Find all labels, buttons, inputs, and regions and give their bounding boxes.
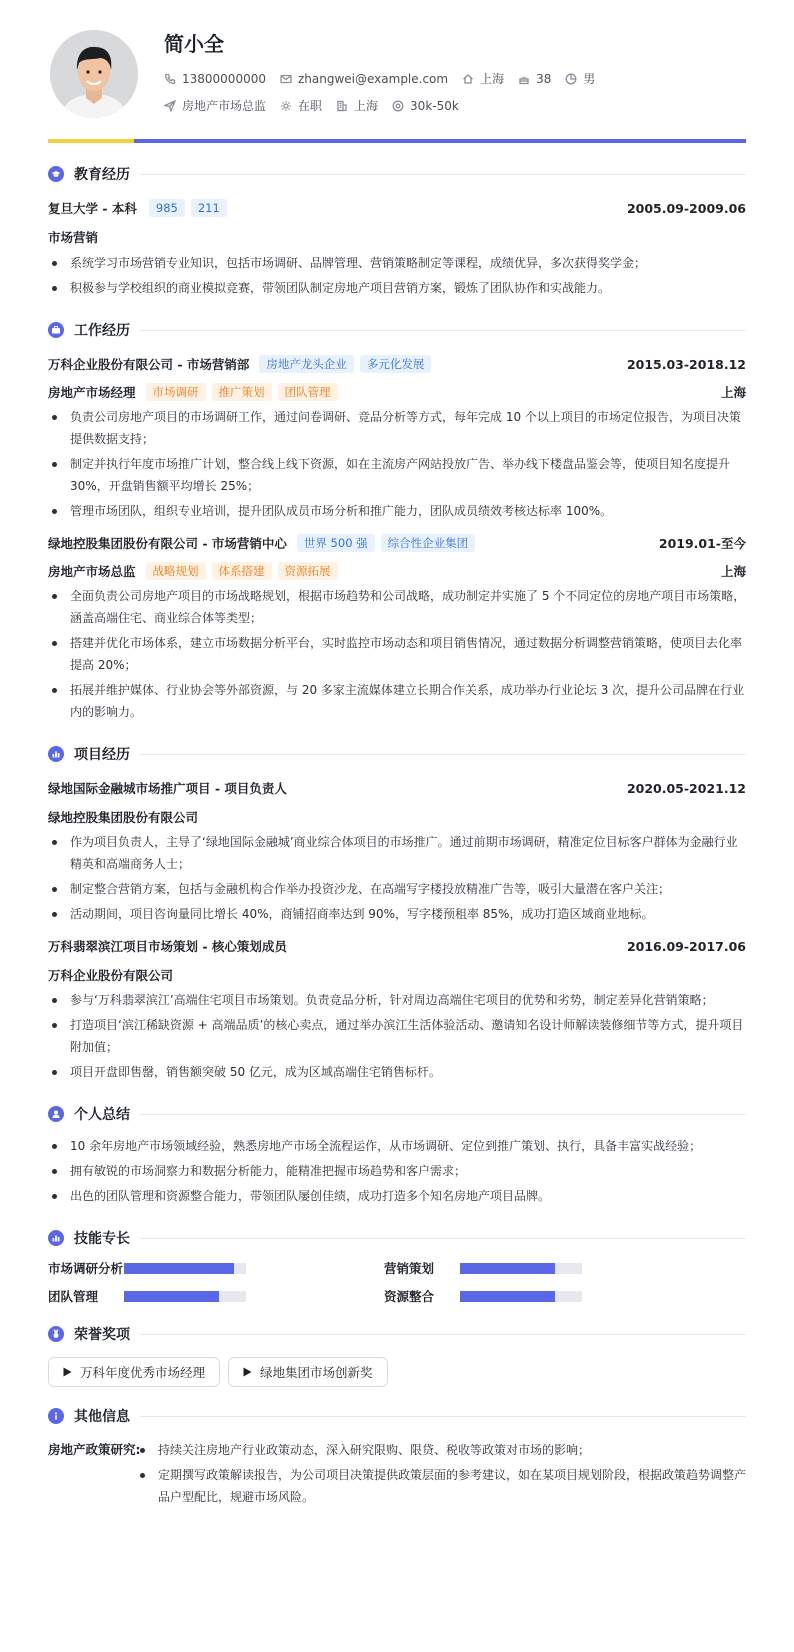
- section-line: [140, 1334, 746, 1335]
- job-entry: [48, 534, 746, 723]
- list-item: 全面负责公司房地产项目的市场战略规划，根据市场趋势和公司战略，成功制定并实施了 5 个不同定位的房地产项目市场策略，涵盖高端住宅、商业综合体等类型；: [48, 585, 746, 629]
- other-bullets: [136, 1439, 746, 1511]
- project-name: 绿地国际金融城市场推广项目 - 项目负责人: [48, 781, 287, 796]
- salary-value: 30k-50k: [410, 98, 459, 113]
- education-date: 2005.09-2009.06: [626, 200, 746, 216]
- award-chip: [48, 1357, 220, 1387]
- list-item: 10 余年房地产市场领域经验，熟悉房地产市场全流程运作，从市场调研、定位到推广策划、执行，具备丰富实战经验；: [48, 1135, 746, 1157]
- coin-icon: [392, 100, 404, 112]
- play-icon: [63, 1367, 72, 1377]
- projects-section: [48, 743, 746, 1083]
- skill-fill: [124, 1263, 234, 1274]
- section-header: [48, 1103, 746, 1125]
- briefcase-icon: [48, 322, 64, 338]
- project-date: 2020.05-2021.12: [626, 780, 746, 796]
- email-item: [280, 72, 448, 86]
- user-icon: [48, 1106, 64, 1122]
- education-school-group: [48, 199, 227, 217]
- candidate-name: 简小全: [164, 32, 224, 56]
- list-item: 作为项目负责人，主导了‘绿地国际金融城’商业综合体项目的市场推广。通过前期市场调研，精准定位目标客户群体为金融行业精英和高端商务人士；: [48, 831, 746, 875]
- section-header: [48, 1405, 746, 1427]
- project-org: 绿地控股集团股份有限公司: [48, 810, 199, 825]
- job-role: 房地产市场总监: [48, 564, 136, 579]
- list-item: 系统学习市场营销专业知识，包括市场调研、品牌管理、营销策略制定等课程，成绩优异，多次获得奖学金；: [48, 252, 746, 274]
- phone-value: 13800000000: [182, 71, 266, 86]
- list-item: 项目开盘即售罄，销售额突破 50 亿元，成为区域高端住宅销售标杆。: [48, 1061, 746, 1083]
- section-title: 个人总结: [74, 1107, 130, 1123]
- position-value: 房地产市场总监: [182, 99, 267, 113]
- section-title: 工作经历: [74, 323, 130, 339]
- phone-icon: [164, 73, 176, 85]
- skill-fill: [460, 1263, 555, 1274]
- education-major: 市场营销: [48, 230, 99, 245]
- email-value: zhangwei@example.com: [297, 71, 449, 86]
- job-company-row: [48, 355, 746, 373]
- company-tag: 多元化发展: [360, 355, 432, 373]
- awards-list: [48, 1357, 746, 1387]
- project-header-row: [48, 779, 746, 797]
- other-section: [48, 1405, 746, 1511]
- project-date: 2016.09-2017.06: [626, 938, 746, 954]
- project-bullets: [48, 989, 746, 1083]
- section-header: [48, 1227, 746, 1249]
- list-item: 参与‘万科翡翠滨江’高端住宅项目市场策划。负责竞品分析，针对周边高端住宅项目的优势和劣势，制定差异化营销策略；: [48, 989, 746, 1011]
- skill-name: 营销策划: [384, 1261, 435, 1276]
- award-label: 万科年度优秀市场经理: [80, 1365, 206, 1380]
- role-tag: 推广策划: [212, 383, 272, 401]
- project-header-row: [48, 937, 746, 955]
- section-line: [140, 174, 746, 175]
- project-org: 万科企业股份有限公司: [48, 968, 174, 983]
- settings-icon: [280, 100, 292, 112]
- section-title: 项目经历: [74, 747, 130, 763]
- list-item: 负责公司房地产项目的市场调研工作，通过问卷调研、竞品分析等方式，每年完成 10 个以上项目的市场定位报告，为项目决策提供数据支持；: [48, 406, 746, 450]
- project-name: 万科翡翠滨江项目市场策划 - 核心策划成员: [48, 939, 287, 954]
- section-header: [48, 163, 746, 185]
- job-bullets: [48, 585, 746, 723]
- section-line: [140, 1114, 746, 1115]
- section-title: 其他信息: [74, 1409, 130, 1425]
- job-company-group: [48, 355, 431, 373]
- company-tag: 综合性企业集团: [381, 534, 476, 552]
- target-city-value: 上海: [354, 99, 379, 113]
- gender-item: [565, 70, 595, 87]
- list-item: 活动期间，项目咨询量同比增长 40%，商铺招商率达到 90%，写字楼预租率 85%，成功打造区域商业地标。: [48, 903, 746, 925]
- skill-fill: [460, 1291, 555, 1302]
- job-role-row: [48, 383, 746, 401]
- company-name: 绿地控股集团股份有限公司 - 市场营销中心: [48, 536, 287, 551]
- user-circle-icon: [565, 73, 577, 85]
- target-city-item: [336, 97, 378, 114]
- project-entry: [48, 779, 746, 925]
- job-intent-row: [164, 97, 459, 114]
- skill-track: [124, 1263, 246, 1274]
- bar-chart-icon: [48, 1230, 64, 1246]
- skill-name: 团队管理: [48, 1289, 99, 1304]
- section-line: [140, 1238, 746, 1239]
- gender-value: 男: [583, 72, 596, 86]
- section-title: 教育经历: [74, 167, 130, 183]
- list-item: 搭建并优化市场体系，建立市场数据分析平台，实时监控市场动态和项目销售情况，通过数据分析调整营销策略，使项目去化率提高 20%；: [48, 632, 746, 676]
- avatar: [50, 30, 138, 118]
- other-info-label: 房地产政策研究:: [48, 1442, 141, 1457]
- summary-bullets: [48, 1135, 746, 1207]
- company-tag: 世界 500 强: [297, 534, 375, 552]
- education-bullets: [48, 252, 746, 299]
- skill-item: [384, 1259, 720, 1277]
- summary-section: [48, 1103, 746, 1207]
- school-tag: 985: [149, 199, 185, 217]
- job-location: 上海: [720, 385, 746, 400]
- list-item: 拓展并维护媒体、行业协会等外部资源，与 20 多家主流媒体建立长期合作关系，成功举办行业论坛 3 次，提升公司品牌在行业内的影响力。: [48, 679, 746, 723]
- skill-fill: [124, 1291, 219, 1302]
- award-chip: [228, 1357, 388, 1387]
- section-title: 荣誉奖项: [74, 1327, 130, 1343]
- section-header: [48, 743, 746, 765]
- company-tag: 房地产龙头企业: [259, 355, 354, 373]
- job-role-group: [48, 562, 338, 580]
- cake-icon: [518, 73, 530, 85]
- job-company-row: [48, 534, 746, 552]
- education-section: [48, 163, 746, 299]
- role-tag: 团队管理: [278, 383, 338, 401]
- city-item: [462, 70, 504, 87]
- mail-icon: [280, 73, 292, 85]
- section-header: [48, 319, 746, 341]
- job-location: 上海: [720, 564, 746, 579]
- section-header: [48, 1323, 746, 1345]
- school-name: 复旦大学 - 本科: [48, 201, 137, 216]
- home-icon: [462, 73, 474, 85]
- job-bullets: [48, 406, 746, 522]
- contact-info-row: [164, 70, 595, 87]
- play-icon: [243, 1367, 252, 1377]
- role-tag: 战略规划: [146, 562, 206, 580]
- medal-icon: [48, 1326, 64, 1342]
- section-line: [140, 754, 746, 755]
- list-item: 积极参与学校组织的商业模拟竞赛，带领团队制定房地产项目营销方案，锻炼了团队协作和实战能力。: [48, 277, 746, 299]
- info-icon: [48, 1408, 64, 1424]
- job-role-row: [48, 562, 746, 580]
- salary-item: [392, 99, 459, 113]
- project-bullets: [48, 831, 746, 925]
- project-entry: [48, 937, 746, 1083]
- divider-accent-yellow: [48, 139, 134, 143]
- role-tag: 资源拓展: [278, 562, 338, 580]
- section-line: [140, 1416, 746, 1417]
- role-tag: 市场调研: [146, 383, 206, 401]
- status-item: [280, 97, 322, 114]
- skill-track: [460, 1291, 582, 1302]
- job-date: 2015.03-2018.12: [626, 356, 746, 372]
- skill-name: 资源整合: [384, 1289, 435, 1304]
- work-section: [48, 319, 746, 723]
- education-header-row: [48, 199, 746, 217]
- other-info-row: [48, 1439, 746, 1511]
- skill-name: 市场调研分析: [48, 1261, 124, 1276]
- list-item: 管理市场团队，组织专业培训，提升团队成员市场分析和推广能力，团队成员绩效考核达标率 100%。: [48, 500, 746, 522]
- skill-item: [48, 1287, 384, 1305]
- company-name: 万科企业股份有限公司 - 市场营销部: [48, 357, 250, 372]
- list-item: 定期撰写政策解读报告，为公司项目决策提供政策层面的参考建议，如在某项目规划阶段，根据政策趋势调整产品户型配比，规避市场风险。: [136, 1464, 746, 1508]
- job-role-group: [48, 383, 338, 401]
- section-title: 技能专长: [74, 1231, 130, 1247]
- building-icon: [336, 100, 348, 112]
- award-label: 绿地集团市场创新奖: [260, 1365, 373, 1380]
- skill-item: [384, 1287, 720, 1305]
- skills-grid: [48, 1259, 746, 1305]
- list-item: 持续关注房地产行业政策动态，深入研究限购、限贷、税收等政策对市场的影响；: [136, 1439, 746, 1461]
- job-entry: [48, 355, 746, 522]
- header-divider: [48, 139, 746, 143]
- resume-header: [48, 0, 746, 145]
- list-item: 拥有敏锐的市场洞察力和数据分析能力，能精准把握市场趋势和客户需求；: [48, 1160, 746, 1182]
- city-value: 上海: [480, 72, 505, 86]
- skills-section: [48, 1227, 746, 1305]
- job-role: 房地产市场经理: [48, 385, 136, 400]
- status-value: 在职: [298, 99, 323, 113]
- section-line: [140, 330, 746, 331]
- skill-track: [460, 1263, 582, 1274]
- list-item: 制定整合营销方案，包括与金融机构合作举办投资沙龙、在高端写字楼投放精准广告等，吸引大量潜在客户关注；: [48, 878, 746, 900]
- list-item: 制定并执行年度市场推广计划，整合线上线下资源，如在主流房产网站投放广告、举办线下楼盘品鉴会等，使项目知名度提升 30%，开盘销售额平均增长 25%；: [48, 453, 746, 497]
- job-company-group: [48, 534, 475, 552]
- position-item: [164, 97, 266, 114]
- school-tag: 211: [191, 199, 227, 217]
- divider-accent-blue: [134, 139, 746, 143]
- age-value: 38: [536, 71, 552, 86]
- list-item: 出色的团队管理和资源整合能力，带领团队屡创佳绩，成功打造多个知名房地产项目品牌。: [48, 1185, 746, 1207]
- phone-item: [164, 72, 266, 86]
- honors-section: [48, 1323, 746, 1387]
- role-tag: 体系搭建: [212, 562, 272, 580]
- graduation-cap-icon: [48, 166, 64, 182]
- skill-track: [124, 1291, 246, 1302]
- bar-chart-icon: [48, 746, 64, 762]
- list-item: 打造项目‘滨江稀缺资源 + 高端品质’的核心卖点，通过举办滨江生活体验活动、邀请知名设计师解读装修细节等方式，提升项目附加值；: [48, 1014, 746, 1058]
- job-date: 2019.01-至今: [658, 536, 746, 551]
- skill-item: [48, 1259, 384, 1277]
- send-icon: [164, 100, 176, 112]
- age-item: [518, 72, 551, 86]
